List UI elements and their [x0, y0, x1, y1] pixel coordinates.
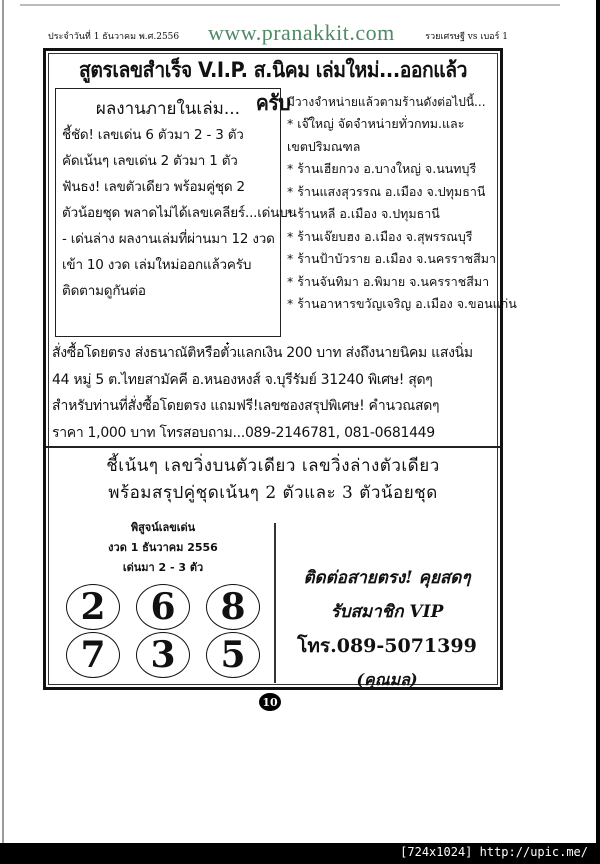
scan-top-rule — [20, 4, 560, 6]
page-header — [48, 22, 508, 44]
number-balls — [56, 584, 270, 678]
dealer-item: * ร้านจันทิมา อ.พิมาย จ.นครราชสีมา — [287, 273, 490, 289]
inbook-line: เข้า 10 งวด เล่มใหม่ออกแล้วครับ — [62, 257, 252, 273]
publication-title: รวยเศรษฐี vs เบอร์ 1 — [425, 32, 508, 42]
image-caption: [724x1024] http://upic.me/ — [400, 845, 588, 859]
proof-draw: งวด 1 ธันวาคม 2556 — [108, 541, 218, 554]
issue-date: ประจำวันที่ 1 ธันวาคม พ.ศ.2556 — [48, 32, 180, 42]
inbook-results-box — [55, 88, 297, 337]
dealer-item: * ร้านอาหารขวัญเจริญ อ.เมือง จ.ขอนแก่น — [287, 296, 517, 311]
order-line: สั่งซื้อโดยตรง ส่งธนาณัติหรือตั๋วแลกเงิน 200 บาท ส่งถึงนายนิคม แสงนิ่ม — [52, 345, 473, 361]
inbook-line: - เด่นล่าง ผลงานเล่มที่ผ่านมา 12 งวด — [62, 231, 275, 247]
scan-edge-left — [2, 0, 4, 843]
panel-divider — [274, 523, 276, 683]
dealer-item: * ร้านเจ๊ยบฮง อ.เมือง จ.สุพรรณบุรี — [287, 228, 473, 244]
order-line: ราคา 1,000 บาท โทรสอบถาม...089-2146781, 081-0681449 — [52, 424, 435, 441]
inbook-line: ตัวน้อยชุด พลาดไม่ได้เลขเคลียร์...เด่นบน — [62, 205, 297, 221]
contact-phone: โทร.089-5071399 — [297, 635, 477, 657]
page-number-badge: 10 — [259, 693, 281, 711]
inbook-line: ติดตามดูกันต่อ — [62, 283, 146, 299]
number-ball: 8 — [206, 584, 260, 630]
advert-frame — [43, 48, 517, 690]
website-watermark: www.pranakkit.com — [208, 20, 395, 45]
dealer-list — [287, 91, 517, 316]
dealer-item: * ร้านหลี อ.เมือง จ.ปทุมธานี — [287, 206, 440, 221]
image-caption-bar — [0, 843, 600, 864]
section-divider — [46, 446, 500, 448]
promo-line: ชี้เน้นๆ เลขวิ่งบนตัวเดียว เลขวิ่งล่างตัวเดียว — [106, 456, 440, 476]
contact-panel — [278, 561, 496, 697]
inbook-line: คัดเน้นๆ เลขเด่น 2 ตัวมา 1 ตัว — [62, 153, 238, 169]
proof-note: เด่นมา 2 - 3 ตัว — [122, 561, 204, 574]
dealer-intro: มีวางจำหน่ายแล้วตามร้านดังต่อไปนี้... — [287, 95, 486, 109]
number-ball: 3 — [136, 632, 190, 678]
promo-banner — [46, 453, 500, 507]
proof-panel — [56, 518, 270, 678]
dealer-item: * เจ๊ใหญ่ จัดจำหน่ายทั่วกทม.และ — [287, 116, 465, 131]
proof-title: พิสูจน์เลขเด่น — [130, 521, 196, 534]
order-info — [52, 340, 496, 446]
contact-headline: ติดต่อสายตรง! คุยสดๆ — [303, 568, 471, 588]
dealer-item: * ร้านเฮียกวง อ.บางใหญ่ จ.นนทบุรี — [287, 161, 477, 176]
number-ball: 7 — [66, 632, 120, 678]
number-ball: 5 — [206, 632, 260, 678]
inbook-line: ชี้ชัด! เลขเด่น 6 ตัวมา 2 - 3 ตัว — [62, 127, 244, 143]
promo-line: พร้อมสรุปคู่ชุดเน้นๆ 2 ตัวและ 3 ตัวน้อยชุด — [108, 483, 438, 503]
headline: สูตรเลขสำเร็จ V.I.P. ส.นิคม เล่มใหม่...ออกแล้วครับ — [79, 58, 467, 115]
dealer-item: เขตปริมณฑล — [287, 138, 361, 154]
dealer-item: * ร้านป้าบัวราย อ.เมือง จ.นครราชสีมา — [287, 251, 497, 266]
contact-name: (คุณมล) — [356, 670, 418, 689]
number-ball: 6 — [136, 584, 190, 630]
inbook-line: ฟันธง! เลขตัวเดียว พร้อมคู่ชุด 2 — [62, 179, 245, 195]
inbook-title: ผลงานภายในเล่ม... — [95, 99, 241, 119]
scan-edge-right — [596, 0, 600, 864]
number-ball: 2 — [66, 584, 120, 630]
contact-membership: รับสมาชิก VIP — [330, 602, 444, 622]
order-line: 44 หมู่ 5 ต.ไทยสามัคคี อ.หนองหงส์ จ.บุรีรัมย์ 31240 พิเศษ! สุดๆ — [52, 371, 433, 388]
dealer-item: * ร้านแสงสุวรรณ อ.เมือง จ.ปทุมธานี — [287, 183, 486, 199]
order-line: สำหรับท่านที่สั่งซื้อโดยตรง แถมฟรี!เลขซองสรุปพิเศษ! คำนวณสดๆ — [52, 398, 440, 414]
